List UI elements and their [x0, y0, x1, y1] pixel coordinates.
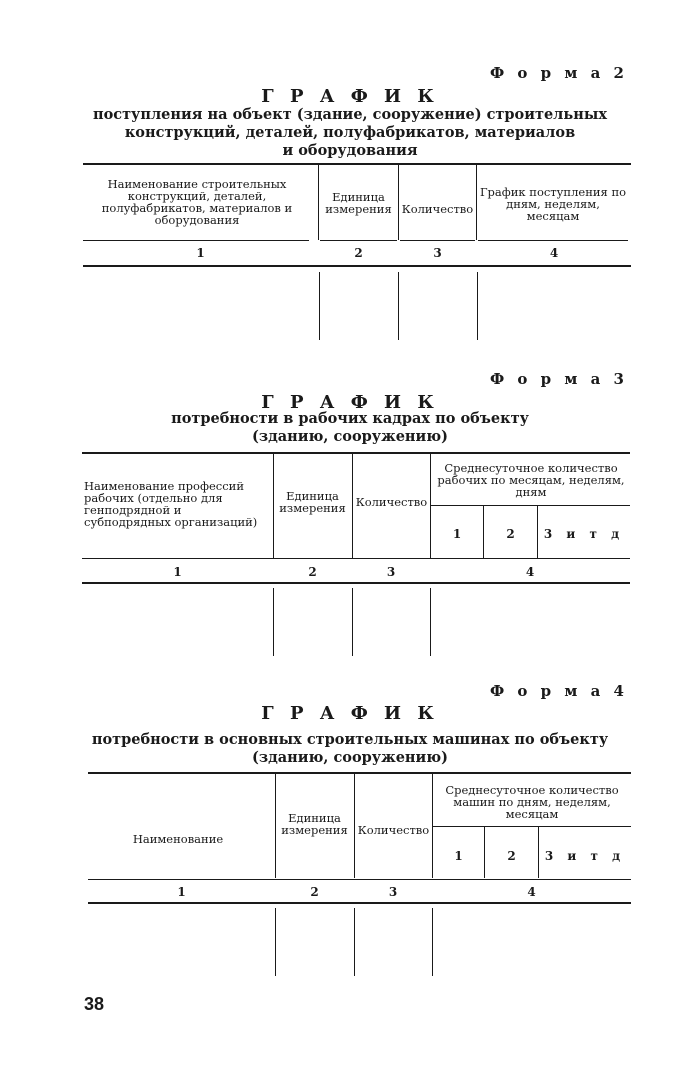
- column-header-name: Наименование профессий рабочих (отдельно для генподрядной и субподрядных организаций): [84, 479, 258, 529]
- column-number: 2: [310, 885, 319, 899]
- column-header-workers: Среднесуточное количество рабочих по месяцам, неделям, дням: [437, 461, 625, 499]
- column-number: 1: [196, 246, 205, 260]
- column-header-unit: Единица измерения: [279, 489, 346, 515]
- sub-column-number: 2: [507, 849, 516, 863]
- header-rule: [88, 879, 631, 880]
- header-rule: [400, 240, 475, 241]
- body-divider: [352, 588, 353, 656]
- form-subtitle: [0, 410, 700, 446]
- subtitle-line: поступления на объект (здание, сооружение) строительных: [92, 106, 608, 123]
- table-top-rule: [88, 772, 631, 774]
- column-number: 2: [308, 565, 317, 579]
- form-title: Г Р А Ф И К: [261, 86, 439, 107]
- sub-column-number: 2: [506, 527, 515, 541]
- body-divider: [275, 908, 276, 976]
- column-number: 4: [549, 246, 559, 260]
- column-header-unit: Единица измерения: [281, 811, 348, 837]
- header-rule: [83, 240, 309, 241]
- sub-column-number: 3 и т д: [543, 527, 625, 541]
- subtitle-line: и оборудования: [282, 142, 418, 159]
- column-number: 3: [433, 246, 442, 260]
- form-label: Ф о р м а 2: [489, 64, 628, 82]
- column-header-schedule: График поступления по дням, неделям, месяцам: [479, 185, 627, 223]
- subheader-rule: [431, 505, 630, 506]
- column-number: 1: [177, 885, 186, 899]
- column-divider: [318, 165, 319, 240]
- table-top-rule: [83, 163, 631, 165]
- sub-column-number: 3 и т д: [544, 849, 626, 863]
- body-divider: [430, 588, 431, 656]
- column-number: 3: [386, 565, 396, 579]
- page-number: 38: [84, 994, 105, 1014]
- body-divider: [354, 908, 355, 976]
- sub-column-number: 1: [452, 527, 462, 541]
- sub-column-number: 1: [454, 849, 463, 863]
- form-subtitle: [0, 731, 700, 767]
- form-title: Г Р А Ф И К: [261, 703, 439, 724]
- body-divider: [319, 272, 320, 340]
- form-subtitle: [0, 106, 700, 160]
- body-divider: [477, 272, 478, 340]
- column-number: 4: [525, 565, 535, 579]
- number-row-rule: [82, 582, 630, 584]
- column-header-quantity: Количество: [355, 495, 428, 509]
- column-header-machines: Среднесуточное количество машин по дням, неделям, месяцам: [445, 783, 619, 821]
- subtitle-line: (зданию, сооружению): [251, 749, 449, 766]
- number-row-rule: [88, 902, 631, 904]
- subheader-rule: [433, 826, 631, 827]
- number-row-rule: [83, 265, 631, 267]
- header-rule: [478, 240, 628, 241]
- form-title: Г Р А Ф И К: [261, 392, 439, 413]
- body-divider: [398, 272, 399, 340]
- form-label: Ф о р м а 4: [489, 682, 628, 700]
- column-header-name: Наименование строительных конструкций, деталей, полуфабрикатов, материалов и оборудования: [101, 177, 293, 227]
- header-rule: [82, 558, 630, 559]
- body-divider: [273, 588, 274, 656]
- form-label: Ф о р м а 3: [489, 370, 628, 388]
- column-header-unit: Единица измерения: [325, 190, 392, 216]
- table-top-rule: [82, 452, 630, 454]
- column-header-name: Наименование: [132, 832, 224, 846]
- column-number: 1: [173, 565, 182, 579]
- subtitle-line: конструкций, деталей, полуфабрикатов, материалов: [124, 124, 576, 141]
- column-header-quantity: Количество: [357, 823, 430, 837]
- column-number: 3: [388, 885, 398, 899]
- subtitle-line: потребности в рабочих кадрах по объекту: [171, 410, 529, 427]
- column-header-quantity: Количество: [401, 202, 474, 216]
- column-number: 4: [527, 885, 536, 899]
- header-rule: [320, 240, 397, 241]
- column-number: 2: [354, 246, 363, 260]
- subtitle-line: (зданию, сооружению): [251, 428, 449, 445]
- body-divider: [432, 908, 433, 976]
- column-divider: [476, 165, 477, 240]
- column-divider: [430, 454, 431, 558]
- subtitle-line: потребности в основных строительных машинах по объекту: [91, 731, 609, 748]
